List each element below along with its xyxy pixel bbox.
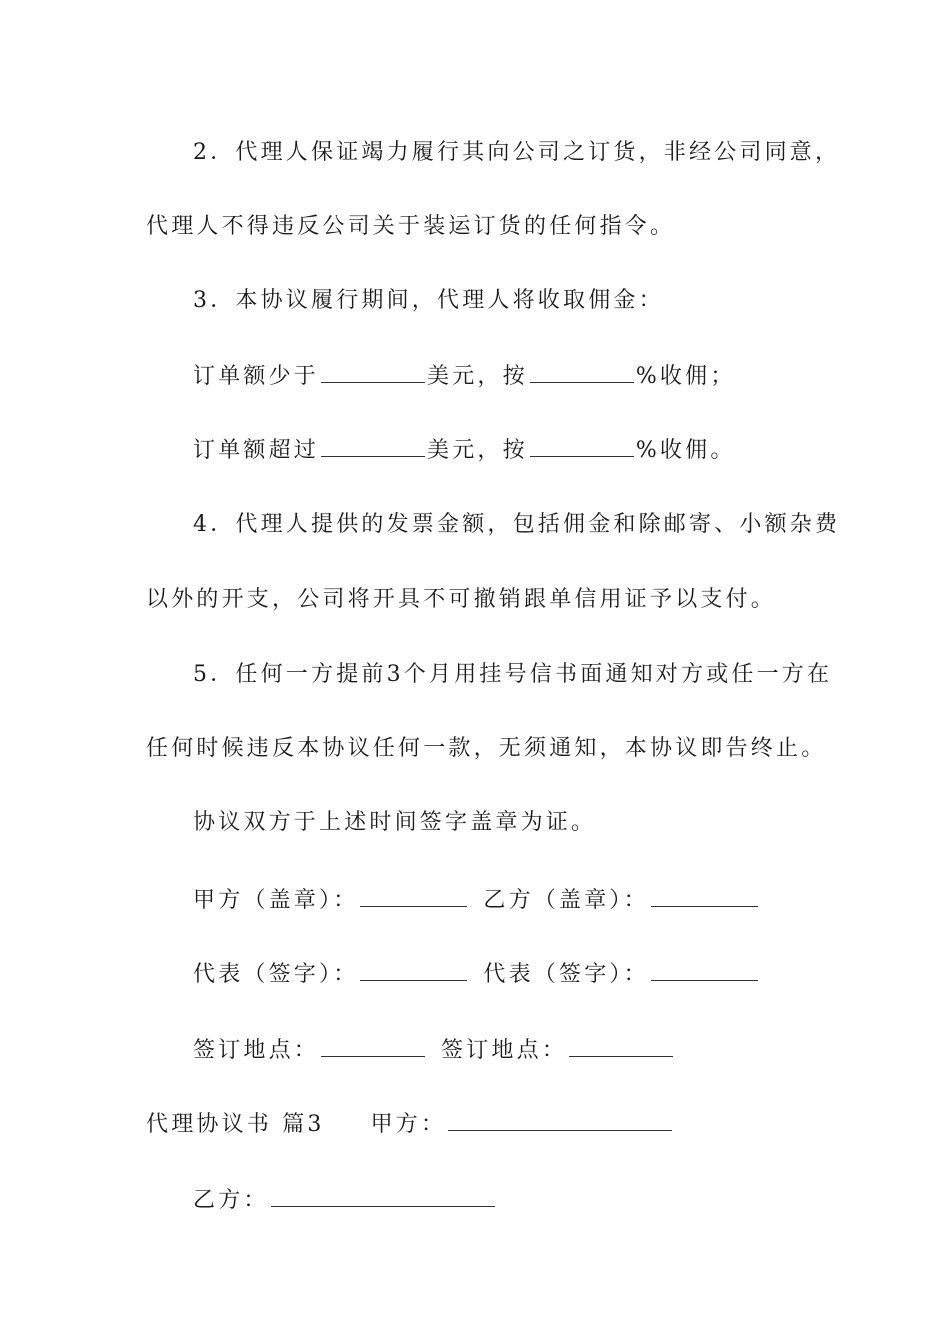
commission-row-below <box>193 360 736 392</box>
place-b-label: 签订地点： <box>441 1038 568 1063</box>
rate-blank <box>530 360 634 383</box>
party-b-seal-label: 乙方（盖章）： <box>483 888 649 913</box>
place-b-blank <box>569 1034 673 1057</box>
place-a-blank <box>321 1034 425 1057</box>
next-party-b-blank <box>271 1184 495 1207</box>
rep-a-label: 代表（签字）： <box>193 962 359 987</box>
next-agreement-title: 代理协议书 篇3 <box>146 1112 325 1137</box>
rep-b-blank <box>651 958 758 981</box>
next-party-a-label: 甲方： <box>370 1112 447 1137</box>
signature-row-seal <box>193 884 760 916</box>
party-a-seal-label: 甲方（盖章）： <box>193 888 359 913</box>
clause-5-line-1: 5．任何一方提前3个月用挂号信书面通知对方或任一方在 <box>193 662 833 687</box>
rep-b-label: 代表（签字）： <box>483 962 649 987</box>
closing-statement: 协议双方于上述时间签字盖章为证。 <box>193 810 597 835</box>
rep-a-blank <box>360 958 467 981</box>
amount-blank <box>321 434 425 457</box>
next-party-b-row <box>193 1184 497 1216</box>
clause-4-line-1: 4．代理人提供的发票金额，包括佣金和除邮寄、小额杂费 <box>193 512 841 537</box>
place-a-label: 签订地点： <box>193 1038 320 1063</box>
commission-currency-label: 美元，按 <box>427 364 528 389</box>
next-party-b-label: 乙方： <box>193 1188 269 1213</box>
signature-row-place <box>193 1034 675 1066</box>
commission-rate-label: %收佣。 <box>635 438 736 463</box>
rate-blank <box>530 434 634 457</box>
commission-currency-label: 美元，按 <box>427 438 528 463</box>
commission-rate-label: %收佣； <box>635 364 736 389</box>
commission-above-label: 订单额超过 <box>193 438 320 463</box>
next-party-a-blank <box>448 1108 672 1131</box>
clause-3-line-1: 3．本协议履行期间，代理人将收取佣金： <box>193 288 664 313</box>
clause-2-line-2: 代理人不得违反公司关于装运订货的任何指令。 <box>146 214 676 239</box>
clause-4-line-2: 以外的开支，公司将开具不可撤销跟单信用证予以支付。 <box>146 587 777 612</box>
commission-below-label: 订单额少于 <box>193 364 320 389</box>
signature-row-rep <box>193 958 760 990</box>
amount-blank <box>321 360 425 383</box>
commission-row-above <box>193 434 736 466</box>
clause-5-line-2: 任何时候违反本协议任何一款，无须通知，本协议即告终止。 <box>146 736 827 761</box>
party-b-seal-blank <box>651 884 758 907</box>
clause-2-line-1: 2．代理人保证竭力履行其向公司之订货，非经公司同意， <box>193 140 841 165</box>
next-agreement-row <box>146 1108 674 1140</box>
party-a-seal-blank <box>360 884 467 907</box>
